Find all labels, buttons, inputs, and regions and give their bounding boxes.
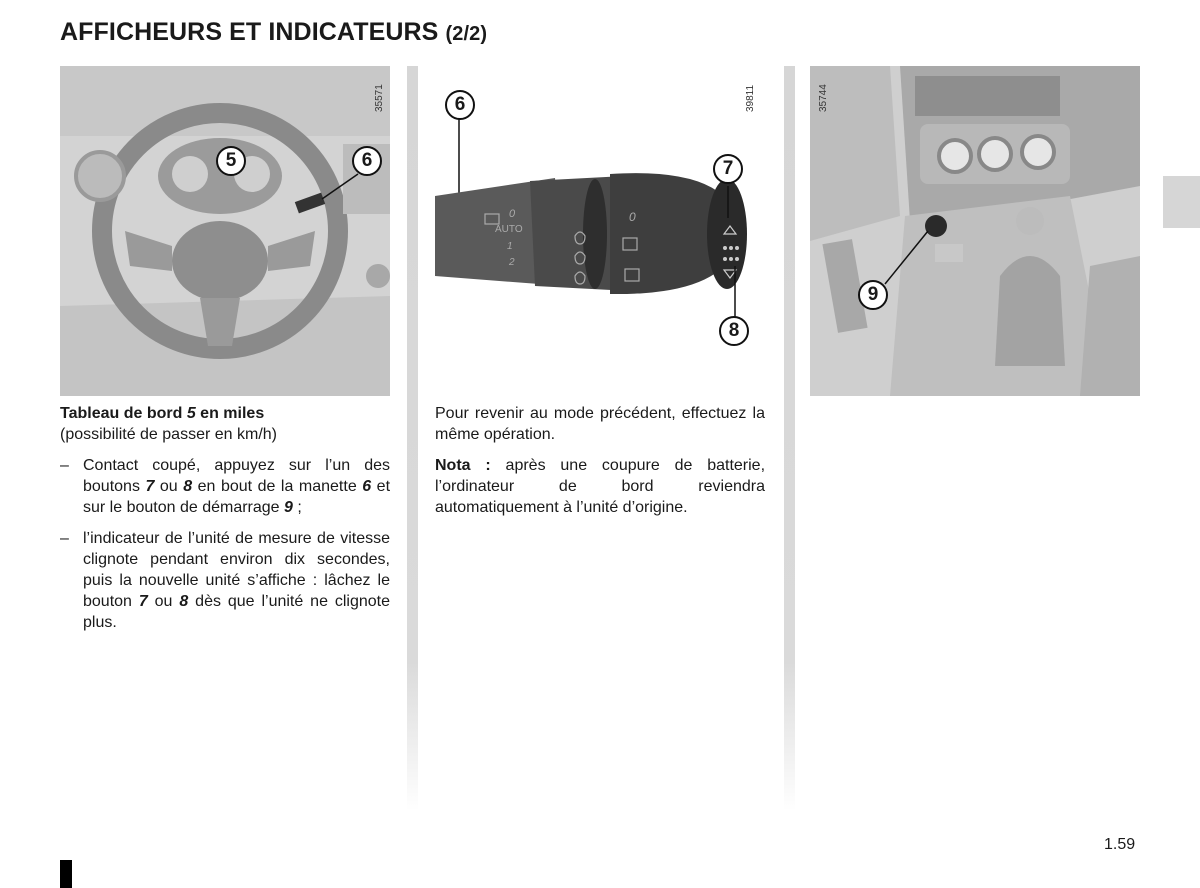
title-text: AFFICHEURS ET INDICATEURS — [60, 18, 439, 46]
list-item: – Contact coupé, appuyez sur l’un des boutons 7 ou 8 en bout de la manette 6 et sur le bouton de démarrage 9 ; — [60, 457, 391, 516]
stalk-one-label: 1 — [507, 241, 513, 252]
photo-ref-number: 35571 — [374, 84, 385, 112]
callout-6: 6 — [352, 146, 382, 176]
photo-ref-number: 39811 — [745, 84, 756, 112]
callout-5: 5 — [216, 146, 246, 176]
callout-9: 9 — [858, 280, 888, 310]
nota-label: Nota : — [435, 457, 491, 474]
console-illustration — [810, 66, 1140, 396]
console-photo — [810, 66, 1140, 396]
nota-paragraph: Nota : après une coupure de batterie, l’ordinateur de bord reviendra automatiquement à l’unité d’origine. — [435, 457, 766, 516]
column-divider-left — [407, 66, 418, 811]
section-heading: Tableau de bord 5 en miles (possibilité de passer en km/h) — [60, 405, 277, 443]
column-1-text — [60, 403, 390, 643]
callout-8: 8 — [719, 316, 749, 346]
section-subheading: (possibilité de passer en km/h) — [60, 426, 277, 443]
paragraph: Pour revenir au mode précédent, effectuez la même opération. — [435, 405, 765, 443]
column-2-text — [435, 403, 765, 528]
stalk-illustration — [435, 66, 765, 396]
stalk-zero-label-right: 0 — [629, 210, 636, 224]
list-item: – l’indicateur de l’unité de mesure de vitesse clignote pendant environ dix secondes, puis la nouvelle unité s’affiche : lâchez le bouton 7 ou 8 dès que l’unité ne clignote plus. — [60, 530, 391, 631]
dashboard-photo — [60, 66, 390, 396]
photo-ref-number: 35744 — [818, 84, 829, 112]
page-number: 1.59 — [1104, 836, 1136, 853]
dashboard-illustration — [60, 66, 390, 396]
stalk-two-label: 2 — [509, 257, 515, 268]
title-part: (2/2) — [445, 23, 488, 45]
stalk-zero-label: 0 — [509, 208, 516, 220]
stalk-auto-label: AUTO — [495, 224, 523, 235]
callout-6: 6 — [445, 90, 475, 120]
corner-mark — [60, 860, 72, 888]
column-divider-right — [784, 66, 795, 811]
callout-7: 7 — [713, 154, 743, 184]
stalk-photo — [435, 66, 765, 396]
chapter-tab — [1163, 176, 1200, 228]
page-title — [60, 18, 487, 47]
